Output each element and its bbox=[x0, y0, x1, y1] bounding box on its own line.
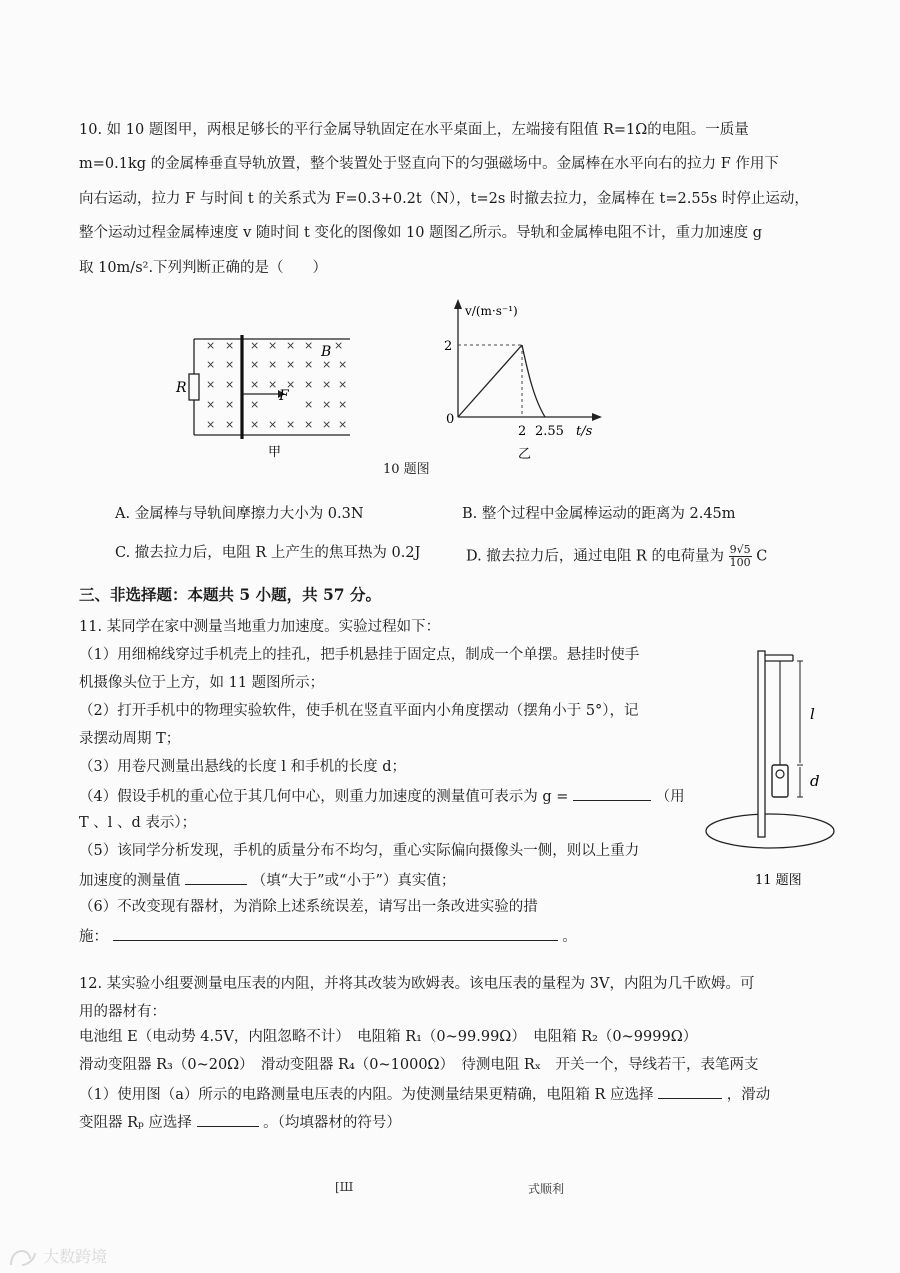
force-label: F bbox=[279, 388, 289, 404]
figure-10-jia bbox=[170, 330, 360, 465]
stand-base bbox=[706, 814, 834, 848]
svg-text:×: × bbox=[304, 418, 314, 431]
option-a: A. 金属棒与导轨间摩擦力大小为 0.3N bbox=[115, 506, 364, 522]
fraction-denominator: 100 bbox=[729, 556, 751, 569]
q10-line-1: 10. 如 10 题图甲，两根足够长的平行金属导轨固定在水平桌面上，左端接有阻值 R=1Ω的电阻。一质量 bbox=[79, 122, 749, 138]
q11-line-10 bbox=[79, 870, 455, 890]
svg-text:×: × bbox=[338, 398, 348, 411]
q11-line-7-text: （4）假设手机的重心位于其几何中心，则重力加速度的测量值可表示为 g = bbox=[79, 789, 569, 805]
svg-text:×: × bbox=[268, 358, 278, 371]
q11-line-11: （6）不改变现有器材，为消除上述系统误差，请写出一条改进实验的措 bbox=[79, 899, 538, 915]
q12-line-4: 滑动变阻器 R₃（0~20Ω） 滑动变阻器 R₄（0~1000Ω） 待测电阻 Rₓ 开关一个，导线若干，表笔两支 bbox=[79, 1057, 759, 1073]
svg-text:×: × bbox=[268, 418, 278, 431]
q12-line-6 bbox=[79, 1112, 401, 1132]
q12-line-2: 用的器材有： bbox=[79, 1004, 166, 1020]
q12-line-6-text: 变阻器 Rₚ 应选择 bbox=[79, 1115, 192, 1131]
fraction-numerator: 9√5 bbox=[729, 543, 751, 556]
figure-yi-caption: 乙 bbox=[518, 447, 532, 462]
y-axis-label: v/(m·s⁻¹) bbox=[465, 304, 518, 318]
svg-text:×: × bbox=[322, 358, 332, 371]
watermark bbox=[8, 1244, 107, 1269]
svg-text:×: × bbox=[338, 418, 348, 431]
svg-text:×: × bbox=[322, 398, 332, 411]
footer-right: 式顺利 bbox=[528, 1182, 565, 1196]
g-answer-blank[interactable] bbox=[573, 786, 651, 801]
svg-text:×: × bbox=[206, 398, 216, 411]
x-axis-arrow-icon bbox=[592, 413, 602, 421]
svg-text:×: × bbox=[250, 418, 260, 431]
decelerating-curve bbox=[522, 345, 545, 417]
string-length-label: l bbox=[810, 705, 815, 723]
q11-line-6: （3）用卷尺测量出悬线的长度 l 和手机的长度 d； bbox=[79, 759, 406, 775]
q11-line-1: 11. 某同学在家中测量当地重力加速度。实验过程如下： bbox=[79, 619, 441, 635]
svg-text:×: × bbox=[225, 358, 235, 371]
origin-label: 0 bbox=[446, 412, 455, 427]
svg-text:×: × bbox=[334, 339, 344, 352]
figure-10-yi bbox=[420, 295, 610, 465]
q11-line-3: 机摄像头位于上方，如 11 题图所示； bbox=[79, 675, 325, 691]
q11-line-12 bbox=[79, 926, 577, 946]
q10-line-5: 取 10m/s².下列判断正确的是（ ） bbox=[79, 260, 328, 276]
svg-text:×: × bbox=[206, 339, 216, 352]
figure-jia-caption: 甲 bbox=[268, 445, 282, 460]
q11-line-10-text: 加速度的测量值 bbox=[79, 873, 181, 889]
accelerating-segment bbox=[458, 345, 522, 417]
q11-line-12-text: 施： bbox=[79, 929, 108, 945]
q12-line-5-text: （1）使用图（a）所示的电路测量电压表的内阻。为使测量结果更精确，电阻箱 R 应选择 bbox=[79, 1087, 654, 1103]
svg-text:×: × bbox=[225, 418, 235, 431]
option-d bbox=[466, 544, 767, 569]
q11-line-9: （5）该同学分析发现，手机的质量分布不均匀，重心实际偏向摄像头一侧，则以上重力 bbox=[79, 843, 640, 859]
q10-line-3: 向右运动，拉力 F 与时间 t 的关系式为 F=0.3+0.2t（N），t=2s 时撤去拉力，金属棒在 t=2.55s 时停止运动， bbox=[79, 191, 809, 207]
compare-answer-blank[interactable] bbox=[185, 870, 247, 885]
svg-text:×: × bbox=[304, 378, 314, 391]
svg-text:×: × bbox=[304, 358, 314, 371]
field-label: B bbox=[321, 344, 332, 360]
option-b: B. 整个过程中金属棒运动的距离为 2.45m bbox=[462, 506, 736, 522]
resistor-box-answer-blank[interactable] bbox=[658, 1084, 722, 1099]
svg-text:×: × bbox=[286, 378, 296, 391]
stand-pole bbox=[758, 651, 765, 837]
footer-left: [Ш bbox=[335, 1180, 354, 1194]
section-3-title: 三、非选择题：本题共 5 小题，共 57 分。 bbox=[79, 585, 381, 604]
q11-line-5: 录摆动周期 T； bbox=[79, 731, 181, 747]
svg-text:×: × bbox=[268, 339, 278, 352]
svg-text:×: × bbox=[225, 378, 235, 391]
q11-line-7 bbox=[79, 786, 685, 806]
svg-text:×: × bbox=[322, 418, 332, 431]
svg-text:×: × bbox=[250, 378, 260, 391]
svg-text:×: × bbox=[286, 358, 296, 371]
q11-line-7-suffix: （用 bbox=[655, 789, 685, 805]
option-d-fraction bbox=[729, 544, 752, 569]
svg-text:×: × bbox=[304, 398, 314, 411]
svg-text:×: × bbox=[338, 358, 348, 371]
q12-line-1: 12. 某实验小组要测量电压表的内阻，并将其改装为欧姆表。该电压表的量程为 3V，内阻为几千欧姆。可 bbox=[79, 976, 755, 992]
svg-text:×: × bbox=[206, 418, 216, 431]
svg-text:×: × bbox=[286, 418, 296, 431]
option-c: C. 撤去拉力后，电阻 R 上产生的焦耳热为 0.2J bbox=[115, 545, 421, 561]
q11-line-12-suffix: 。 bbox=[562, 929, 577, 945]
resistor-label: R bbox=[176, 380, 187, 396]
q12-line-5 bbox=[79, 1084, 770, 1104]
svg-text:×: × bbox=[322, 378, 332, 391]
svg-text:×: × bbox=[206, 378, 216, 391]
x-tick-2: 2 bbox=[518, 424, 527, 439]
svg-text:×: × bbox=[206, 358, 216, 371]
svg-text:×: × bbox=[225, 339, 235, 352]
q12-line-5-suffix: ，滑动 bbox=[726, 1087, 771, 1103]
x-axis-label: t/s bbox=[576, 424, 593, 439]
svg-text:×: × bbox=[250, 358, 260, 371]
improvement-answer-blank[interactable] bbox=[113, 926, 558, 941]
option-d-unit: C bbox=[756, 548, 768, 565]
q11-line-8: T 、l 、d 表示）； bbox=[79, 815, 197, 831]
figure-11-caption: 11 题图 bbox=[755, 873, 802, 888]
svg-text:×: × bbox=[250, 339, 260, 352]
y-axis-arrow-icon bbox=[454, 299, 462, 309]
q11-line-2: （1）用细棉线穿过手机壳上的挂孔，把手机悬挂于固定点，制成一个单摆。悬挂时使手 bbox=[79, 647, 640, 663]
option-d-text: D. 撤去拉力后，通过电阻 R 的电荷量为 bbox=[466, 548, 724, 565]
q10-line-2: m=0.1kg 的金属棒垂直导轨放置，整个装置处于竖直向下的匀强磁场中。金属棒在水平向右的拉力 F 作用下 bbox=[79, 156, 779, 172]
y-tick-2: 2 bbox=[444, 339, 453, 354]
watermark-logo-icon bbox=[8, 1247, 38, 1269]
x-tick-2-55: 2.55 bbox=[535, 424, 564, 439]
q12-line-3: 电池组 E（电动势 4.5V，内阻忽略不计） 电阻箱 R₁（0~99.99Ω） 电阻箱 R₂（0~9999Ω） bbox=[79, 1029, 698, 1045]
svg-text:×: × bbox=[268, 378, 278, 391]
rheostat-answer-blank[interactable] bbox=[197, 1112, 259, 1127]
svg-text:×: × bbox=[338, 378, 348, 391]
svg-text:×: × bbox=[225, 398, 235, 411]
figure-10-caption: 10 题图 bbox=[383, 462, 430, 477]
svg-text:×: × bbox=[304, 339, 314, 352]
watermark-text: 大数跨境 bbox=[43, 1247, 108, 1266]
q11-line-10-suffix: （填“大于”或“小于”）真实值； bbox=[251, 873, 456, 889]
phone-length-label: d bbox=[810, 772, 820, 790]
q12-line-6-suffix: 。（均填器材的符号） bbox=[263, 1115, 401, 1131]
q11-line-4: （2）打开手机中的物理实验软件，使手机在竖直平面内小角度摆动（摆角小于 5°），记 bbox=[79, 703, 639, 719]
svg-text:×: × bbox=[250, 398, 260, 411]
q10-line-4: 整个运动过程金属棒速度 v 随时间 t 变化的图像如 10 题图乙所示。导轨和金属棒电阻不计，重力加速度 g bbox=[79, 225, 763, 241]
figure-11 bbox=[700, 645, 900, 895]
svg-text:×: × bbox=[286, 339, 296, 352]
